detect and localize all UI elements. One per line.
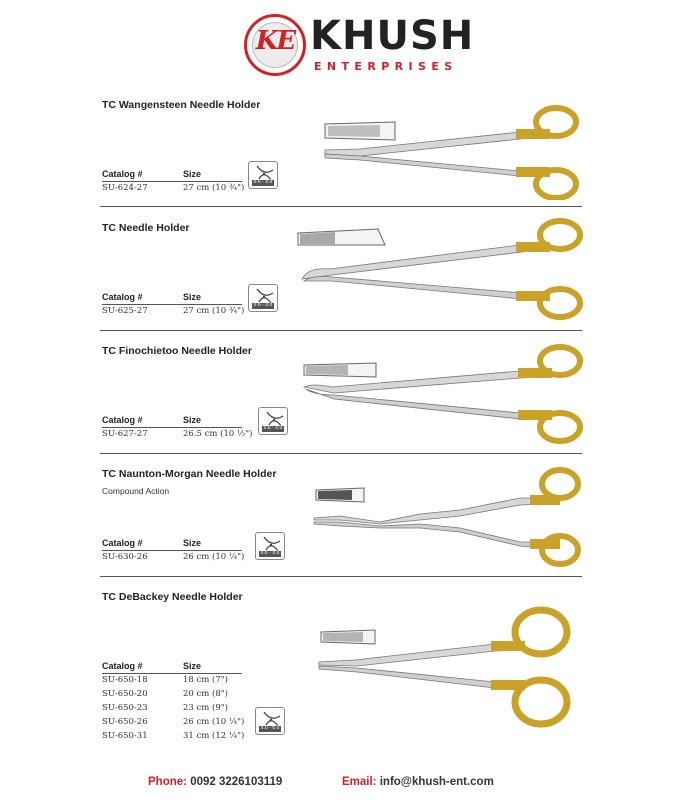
naunton-morgan-needle-holder-image <box>310 466 590 574</box>
catalog-row <box>102 552 245 562</box>
instrument-size: 20 cm (8") <box>183 689 228 699</box>
catalog-number: SU-627-27 <box>102 429 148 439</box>
catalog-number: SU-650-26 <box>102 717 148 727</box>
catalog-number: SU-650-20 <box>102 689 148 699</box>
suture-range: 0.6 - 4.0 <box>253 180 273 185</box>
size-header: Size <box>183 169 202 179</box>
section-divider <box>100 206 582 207</box>
header-rule <box>102 181 242 182</box>
catalog-number: SU-624-27 <box>102 183 148 193</box>
header-rule <box>102 427 242 428</box>
size-header: Size <box>183 661 202 671</box>
suture-range-icon <box>255 532 285 560</box>
suture-range-icon <box>258 407 288 435</box>
catalog-row <box>102 717 245 727</box>
email-contact <box>342 776 494 788</box>
catalog-header: Catalog # <box>102 415 143 425</box>
catalog-header: Catalog # <box>102 661 143 671</box>
phone-label: Phone: <box>148 776 187 788</box>
instrument-size: 27 cm (10 ¾") <box>183 306 245 316</box>
wangensteen-needle-holder-image <box>320 104 590 200</box>
catalog-number: SU-630-26 <box>102 552 148 562</box>
email-label: Email: <box>342 776 377 788</box>
brand-logo <box>244 12 475 80</box>
catalog-row <box>102 689 228 699</box>
catalog-row <box>102 429 253 439</box>
suture-range-icon <box>255 707 285 735</box>
instrument-size: 26 cm (10 ¼") <box>183 717 245 727</box>
suture-range: 0.6 - 4.0 <box>253 303 273 308</box>
catalog-number: SU-650-18 <box>102 675 148 685</box>
catalog-number: SU-625-27 <box>102 306 148 316</box>
instrument-size: 23 cm (9") <box>183 703 228 713</box>
size-header: Size <box>183 415 202 425</box>
header-rule <box>102 550 242 551</box>
brand-subtitle: ENTERPRISES <box>314 60 458 73</box>
instrument-size: 31 cm (12 ¼") <box>183 731 245 741</box>
instrument-size: 26 cm (10 ¼") <box>183 552 245 562</box>
catalog-number: SU-650-31 <box>102 731 148 741</box>
suture-range: 0.6 - 4.0 <box>263 426 283 431</box>
brand-name: KHUSH <box>310 13 475 59</box>
debackey-needle-holder-image <box>315 602 590 734</box>
size-header: Size <box>183 292 202 302</box>
header-rule <box>102 304 242 305</box>
phone-contact <box>148 776 282 788</box>
email-address[interactable]: info@khush-ent.com <box>379 776 494 788</box>
product-title: TC Naunton-Morgan Needle Holder <box>102 468 277 480</box>
header-rule <box>102 673 242 674</box>
phone-number[interactable]: 0092 3226103119 <box>190 776 283 788</box>
finochietoo-needle-holder-image <box>298 343 588 451</box>
product-title: TC Needle Holder <box>102 222 190 234</box>
size-header: Size <box>183 538 202 548</box>
suture-range-icon <box>248 284 278 312</box>
logo-mark: KE <box>255 26 295 56</box>
suture-range: 0.6 - 4.0 <box>260 551 280 556</box>
suture-range: 4.0 - 6.0 <box>260 726 280 731</box>
section-divider <box>100 576 582 577</box>
catalog-row <box>102 183 245 193</box>
section-divider <box>100 330 582 331</box>
product-title: TC Finochietoo Needle Holder <box>102 345 252 357</box>
catalog-header: Catalog # <box>102 538 143 548</box>
catalog-row <box>102 306 245 316</box>
catalog-row <box>102 703 228 713</box>
catalog-header: Catalog # <box>102 292 143 302</box>
product-subtitle: Compound Action <box>102 486 170 496</box>
suture-range-icon <box>248 161 278 189</box>
catalog-row <box>102 731 245 741</box>
section-divider <box>100 453 582 454</box>
instrument-size: 26.5 cm (10 ½") <box>183 429 253 439</box>
product-title: TC DeBackey Needle Holder <box>102 591 243 603</box>
needle-holder-image <box>290 215 590 325</box>
catalog-number: SU-650-23 <box>102 703 148 713</box>
product-title: TC Wangensteen Needle Holder <box>102 99 261 111</box>
catalog-row <box>102 675 228 685</box>
instrument-size: 27 cm (10 ¾") <box>183 183 245 193</box>
catalog-header: Catalog # <box>102 169 143 179</box>
instrument-size: 18 cm (7") <box>183 675 228 685</box>
